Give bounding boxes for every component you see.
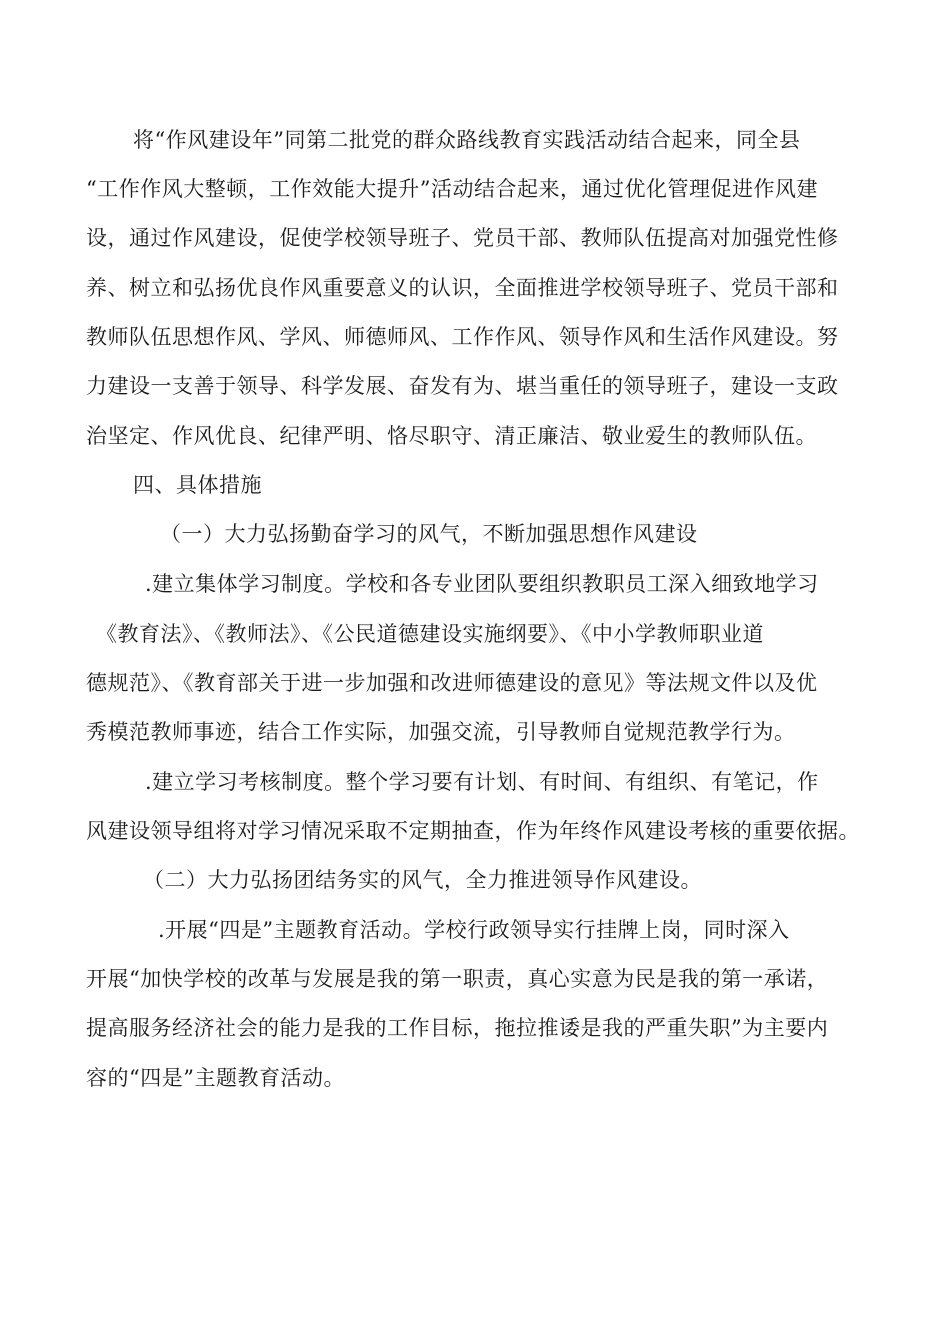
text-line: 提高服务经济社会的能力是我的工作目标，拖拉推诿是我的严重失职”为主要内 bbox=[86, 1016, 829, 1040]
text-line: .建立集体学习制度。学校和各专业团队要组织教职员工深入细致地学习 bbox=[145, 572, 819, 596]
text-line: 养、树立和弘扬优良作风重要意义的认识，全面推进学校领导班子、党员干部和 bbox=[86, 276, 839, 300]
text-line: 治坚定、作风优良、纪律严明、恪尽职守、清正廉洁、敬业爱生的教师队伍。 bbox=[86, 424, 817, 448]
subsection-heading: （二）大力弘扬团结务实的风气，全力推进领导作风建设。 bbox=[143, 868, 702, 892]
text-line: 德规范》、《教育部关于进一步加强和改进师德建设的意见》等法规文件以及优 bbox=[86, 671, 818, 695]
text-line: 力建设一支善于领导、科学发展、奋发有为、堪当重任的领导班子，建设一支政 bbox=[86, 374, 839, 398]
text-line: 将“作风建设年”同第二批党的群众路线教育实践活动结合起来，同全县 bbox=[133, 128, 801, 152]
subsection-heading: （一）大力弘扬勤奋学习的风气，不断加强思想作风建设 bbox=[160, 522, 698, 546]
text-line: 开展“加快学校的改革与发展是我的第一职责，真心实意为民是我的第一承诺， bbox=[86, 967, 829, 991]
text-line: 容的“四是”主题教育活动。 bbox=[86, 1066, 345, 1090]
text-line: 风建设领导组将对学习情况采取不定期抽查，作为年终作风建设考核的重要依据。 bbox=[86, 819, 860, 843]
text-line: 设，通过作风建设，促使学校领导班子、党员干部、教师队伍提高对加强党性修 bbox=[86, 226, 839, 250]
text-line: .建立学习考核制度。整个学习要有计划、有时间、有组织、有笔记，作 bbox=[145, 770, 819, 794]
text-line: 秀模范教师事迹，结合工作实际，加强交流，引导教师自觉规范教学行为。 bbox=[86, 720, 796, 744]
text-line: 《教育法》、《教师法》、《公民道德建设实施纲要》、《中小学教师职业道 bbox=[96, 622, 764, 646]
section-heading: 四、具体措施 bbox=[133, 473, 262, 497]
text-line: “工作作风大整顿，工作效能大提升”活动结合起来，通过优化管理促进作风建 bbox=[86, 177, 818, 201]
text-line: .开展“四是”主题教育活动。学校行政领导实行挂牌上岗，同时深入 bbox=[158, 918, 790, 942]
text-line: 教师队伍思想作风、学风、师德师风、工作作风、领导作风和生活作风建设。努 bbox=[86, 325, 839, 349]
